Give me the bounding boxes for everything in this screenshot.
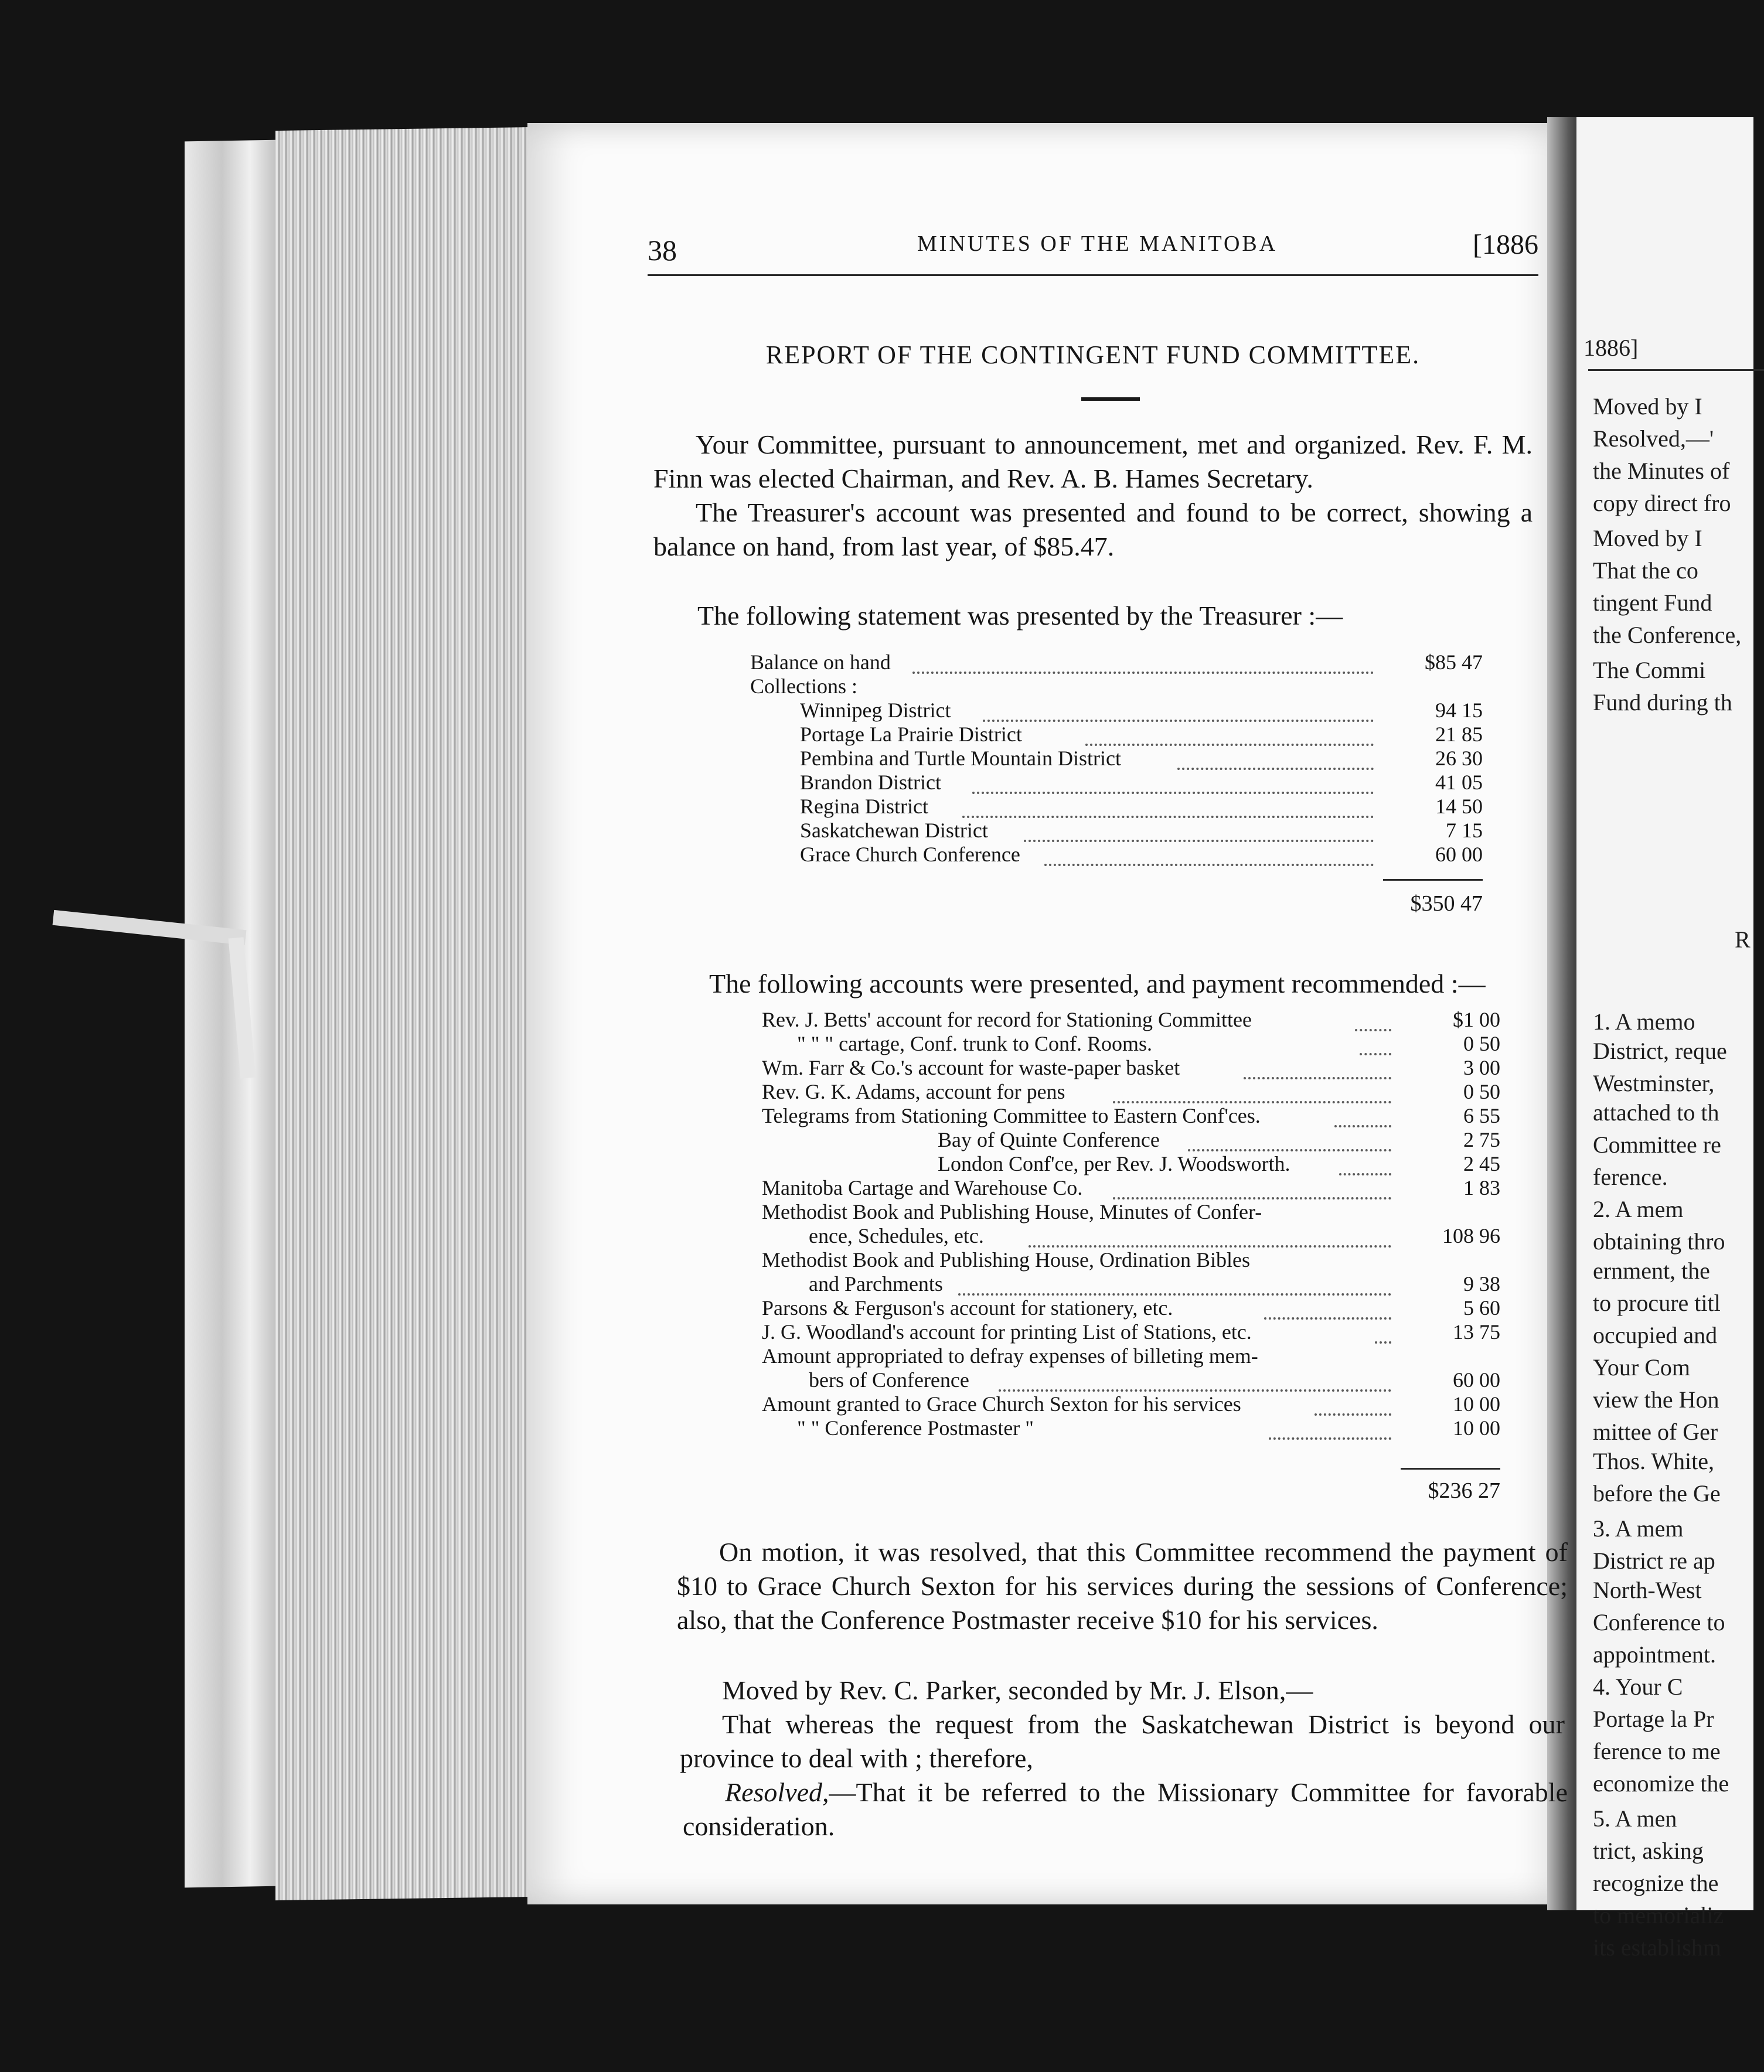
line-label: Wm. Farr & Co.'s account for waste-paper basket	[762, 1056, 1180, 1079]
right-page-text-fragment: Fund during th	[1593, 689, 1732, 715]
line-amount: 108 96	[1442, 1224, 1500, 1248]
line-label: Parsons & Ferguson's account for stationery, etc.	[762, 1296, 1173, 1320]
line-label: Pembina and Turtle Mountain District	[800, 747, 1121, 770]
dot-leader	[999, 1368, 1391, 1392]
line-label: Amount granted to Grace Church Sexton for his services	[762, 1392, 1241, 1416]
right-page-text-fragment: 4. Your C	[1593, 1674, 1683, 1700]
head-rule	[648, 274, 1538, 276]
resolved-lead: Resolved,	[725, 1777, 829, 1807]
line-label: " " Conference Postmaster "	[797, 1416, 1034, 1440]
line-label: Amount appropriated to defray expenses of billeting mem-	[762, 1344, 1258, 1368]
running-head	[648, 229, 1538, 275]
dot-leader	[1334, 1104, 1391, 1127]
line-label: Winnipeg District	[800, 698, 951, 722]
line-amount: $1 00	[1453, 1008, 1500, 1031]
running-head-year: [1886	[1473, 229, 1538, 260]
statement-line	[762, 1032, 1500, 1056]
statement-line	[762, 1152, 1500, 1176]
line-amount: 0 50	[1463, 1080, 1500, 1103]
statement-line	[750, 747, 1483, 771]
statement-line	[762, 1056, 1500, 1080]
statement-line	[762, 1008, 1500, 1032]
line-label: Methodist Book and Publishing House, Minutes of Confer-	[762, 1200, 1262, 1224]
right-page-text-fragment: appointment.	[1593, 1641, 1716, 1668]
line-label: London Conf'ce, per Rev. J. Woodsworth.	[938, 1152, 1290, 1175]
accounts-total: $236 27	[1428, 1478, 1500, 1503]
statement-line	[750, 698, 1483, 723]
statement-line	[762, 1344, 1500, 1368]
statement-line	[762, 1368, 1500, 1392]
line-amount: 0 50	[1463, 1032, 1500, 1055]
dot-leader	[1085, 723, 1374, 746]
statement-line	[750, 771, 1483, 795]
statement-total: $350 47	[1410, 891, 1483, 916]
right-page-text-fragment: District, reque	[1593, 1038, 1727, 1064]
running-head-title: MINUTES OF THE MANITOBA	[917, 231, 1278, 256]
line-label: Regina District	[800, 795, 928, 818]
statement-line	[762, 1416, 1500, 1440]
statement-line	[762, 1248, 1500, 1272]
report-title: REPORT OF THE CONTINGENT FUND COMMITTEE.	[765, 340, 1421, 369]
accounts-list	[762, 1008, 1500, 1440]
statement-line	[750, 795, 1483, 819]
line-label: Grace Church Conference	[800, 843, 1020, 866]
right-page-text-fragment: 3. A mem	[1593, 1515, 1684, 1542]
line-label: Manitoba Cartage and Warehouse Co.	[762, 1176, 1083, 1199]
right-page-text-fragment: before the Ge	[1593, 1480, 1721, 1507]
right-page-text-fragment: mittee of Ger	[1593, 1419, 1718, 1445]
line-label: ence, Schedules, etc.	[809, 1224, 984, 1248]
dot-leader	[1355, 1008, 1391, 1031]
right-page-text-fragment: Resolved,—'	[1593, 425, 1714, 452]
right-page-text-fragment: 2. A mem	[1593, 1196, 1684, 1222]
line-amount: 6 55	[1463, 1104, 1500, 1127]
page-number: 38	[648, 234, 677, 267]
dot-leader	[1029, 1224, 1391, 1248]
dot-leader	[1024, 819, 1374, 842]
paragraph-statement-intro: The following statement was presented by the Treasurer :—	[697, 601, 1343, 631]
line-label: Methodist Book and Publishing House, Ordination Bibles	[762, 1248, 1250, 1272]
line-amount: 3 00	[1463, 1056, 1500, 1079]
dot-leader	[1264, 1296, 1391, 1320]
line-amount: 10 00	[1453, 1392, 1500, 1416]
line-amount: 7 15	[1446, 819, 1483, 842]
statement-line	[762, 1320, 1500, 1344]
line-amount: 41 05	[1435, 771, 1483, 794]
line-label: bers of Conference	[809, 1368, 969, 1392]
paragraph-resolved	[683, 1775, 1568, 1843]
line-label: Collections :	[750, 674, 857, 698]
right-page-text-fragment: 5. A men	[1593, 1805, 1677, 1832]
statement-total-rule	[1383, 879, 1483, 881]
treasurer-statement	[750, 650, 1483, 867]
line-label: Rev. G. K. Adams, account for pens	[762, 1080, 1065, 1103]
line-amount: 1 83	[1463, 1176, 1500, 1199]
line-label: J. G. Woodland's account for printing List of Stations, etc.	[762, 1320, 1252, 1344]
statement-line	[762, 1176, 1500, 1200]
right-page-text-fragment: obtaining thro	[1593, 1228, 1725, 1255]
statement-line	[750, 650, 1483, 674]
right-page-text-fragment: economize the	[1593, 1770, 1729, 1797]
right-page-text-fragment: to procure titl	[1593, 1290, 1721, 1316]
line-label: Rev. J. Betts' account for record for Stationing Committee	[762, 1008, 1252, 1031]
statement-line	[762, 1080, 1500, 1104]
right-page-text-fragment: North-West	[1593, 1577, 1702, 1603]
right-page-text-fragment: That the co	[1593, 557, 1698, 584]
dot-leader	[1177, 747, 1374, 770]
line-amount: 5 60	[1463, 1296, 1500, 1320]
dot-leader	[1113, 1080, 1391, 1103]
dot-leader	[1113, 1176, 1391, 1199]
right-page-head-rule	[1588, 369, 1764, 371]
line-amount: 2 75	[1463, 1128, 1500, 1151]
right-page-text-fragment: tingent Fund	[1593, 589, 1712, 616]
right-page-text-fragment: the Conference,	[1593, 622, 1742, 648]
right-page-text-fragment: ference to me	[1593, 1738, 1721, 1764]
dot-leader	[1360, 1032, 1391, 1055]
statement-line	[750, 819, 1483, 843]
dot-leader	[958, 1272, 1391, 1296]
right-page-text-fragment: Moved by I	[1593, 525, 1702, 551]
paragraph-moved-by: Moved by Rev. C. Parker, seconded by Mr. J. Elson,—	[722, 1675, 1313, 1705]
right-page-text-fragment: The Commi	[1593, 657, 1706, 683]
right-page-text-fragment: Portage la Pr	[1593, 1706, 1714, 1732]
dot-leader	[962, 795, 1374, 818]
right-page-text-fragment: to memorializ	[1593, 1902, 1724, 1928]
right-page-text-fragment: trict, asking	[1593, 1838, 1704, 1864]
statement-line	[750, 723, 1483, 747]
statement-line	[762, 1272, 1500, 1296]
right-page-text-fragment: District re ap	[1593, 1548, 1715, 1574]
dot-leader	[1375, 1320, 1391, 1344]
dot-leader	[912, 650, 1374, 674]
dot-leader	[1244, 1056, 1391, 1079]
book-fore-edge	[185, 140, 278, 1888]
right-page-fragment	[1576, 117, 1753, 1961]
dot-leader	[1339, 1152, 1391, 1175]
paragraph-treasurer-account: The Treasurer's account was presented and found to be correct, showing a balance on hand, from last year, of $85.47.	[653, 497, 1533, 561]
line-label: " " " cartage, Conf. trunk to Conf. Rooms.	[797, 1032, 1153, 1055]
dot-leader	[983, 698, 1374, 722]
line-amount: 13 75	[1453, 1320, 1500, 1344]
statement-line	[762, 1200, 1500, 1224]
right-page-text-fragment: copy direct fro	[1593, 490, 1731, 516]
line-amount: 26 30	[1435, 747, 1483, 770]
right-page-text-fragment: 1886]	[1583, 335, 1639, 361]
accounts-intro: The following accounts were presented, and payment recommended :—	[709, 969, 1486, 998]
dot-leader	[1188, 1128, 1391, 1151]
right-page-text-fragment: 1. A memo	[1593, 1008, 1695, 1035]
resolved-text: —That it be referred to the Missionary Committee for favorable consideration.	[683, 1777, 1568, 1841]
right-page-text-fragment: recognize the	[1593, 1870, 1719, 1896]
dot-leader	[1044, 843, 1374, 866]
statement-line	[762, 1296, 1500, 1320]
right-page-text-fragment: Westminster,	[1593, 1070, 1715, 1096]
statement-line	[750, 843, 1483, 867]
line-amount: 21 85	[1435, 723, 1483, 746]
line-label: and Parchments	[809, 1272, 943, 1296]
statement-line	[762, 1128, 1500, 1152]
line-amount: 14 50	[1435, 795, 1483, 818]
paragraph-whereas: That whereas the request from the Saskatchewan District is beyond our province to deal with ; therefore,	[680, 1709, 1565, 1773]
statement-line	[762, 1104, 1500, 1128]
statement-line	[750, 674, 1483, 698]
paragraph-committee-organized: Your Committee, pursuant to announcement, met and organized. Rev. F. M. Finn was elected Chairman, and Rev. A. B. Hames Secretary.	[653, 430, 1533, 493]
line-label: Bay of Quinte Conference	[938, 1128, 1160, 1151]
page-stack-edges	[275, 127, 533, 1900]
line-amount: 94 15	[1435, 698, 1483, 722]
statement-line	[762, 1392, 1500, 1416]
right-page-text-fragment: Moved by I	[1593, 393, 1702, 420]
accounts-total-rule	[1401, 1468, 1500, 1470]
dot-leader	[972, 771, 1374, 794]
right-page-text-fragment: its establishm	[1593, 1934, 1721, 1961]
line-label: Telegrams from Stationing Committee to Eastern Conf'ces.	[762, 1104, 1261, 1127]
right-page-text-fragment: ference.	[1593, 1164, 1668, 1190]
line-label: Saskatchewan District	[800, 819, 988, 842]
line-amount: $85 47	[1425, 650, 1483, 674]
right-page-text-fragment: Conference to	[1593, 1609, 1725, 1635]
line-amount: 2 45	[1463, 1152, 1500, 1175]
right-page-text-fragment: occupied and	[1593, 1322, 1718, 1348]
line-amount: 9 38	[1463, 1272, 1500, 1296]
title-rule	[1081, 397, 1140, 401]
right-page-text-fragment: view the Hon	[1593, 1386, 1719, 1413]
line-label: Brandon District	[800, 771, 941, 794]
right-page-text-fragment: Committee re	[1593, 1132, 1721, 1158]
dot-leader	[1269, 1416, 1391, 1440]
line-amount: 60 00	[1435, 843, 1483, 866]
right-page-text-fragment: Thos. White,	[1593, 1448, 1715, 1474]
right-page-text-fragment: attached to th	[1593, 1099, 1719, 1126]
right-page-text-fragment: the Minutes of	[1593, 458, 1730, 484]
paragraph-resolution: On motion, it was resolved, that this Committee recommend the payment of $10 to Grace Church Sexton for his services during the sessions of Conference; also, that the Conference Postmaster receive $10 for his services.	[677, 1537, 1568, 1635]
line-label: Portage La Prairie District	[800, 723, 1022, 746]
right-page-text-fragment: Your Com	[1593, 1354, 1690, 1381]
statement-line	[762, 1224, 1500, 1248]
line-amount: 60 00	[1453, 1368, 1500, 1392]
line-amount: 10 00	[1453, 1416, 1500, 1440]
right-page-text-fragment: ernment, the	[1593, 1257, 1710, 1284]
dot-leader	[1315, 1392, 1391, 1416]
line-label: Balance on hand	[750, 650, 891, 674]
right-page-text-fragment: R	[1735, 926, 1751, 953]
